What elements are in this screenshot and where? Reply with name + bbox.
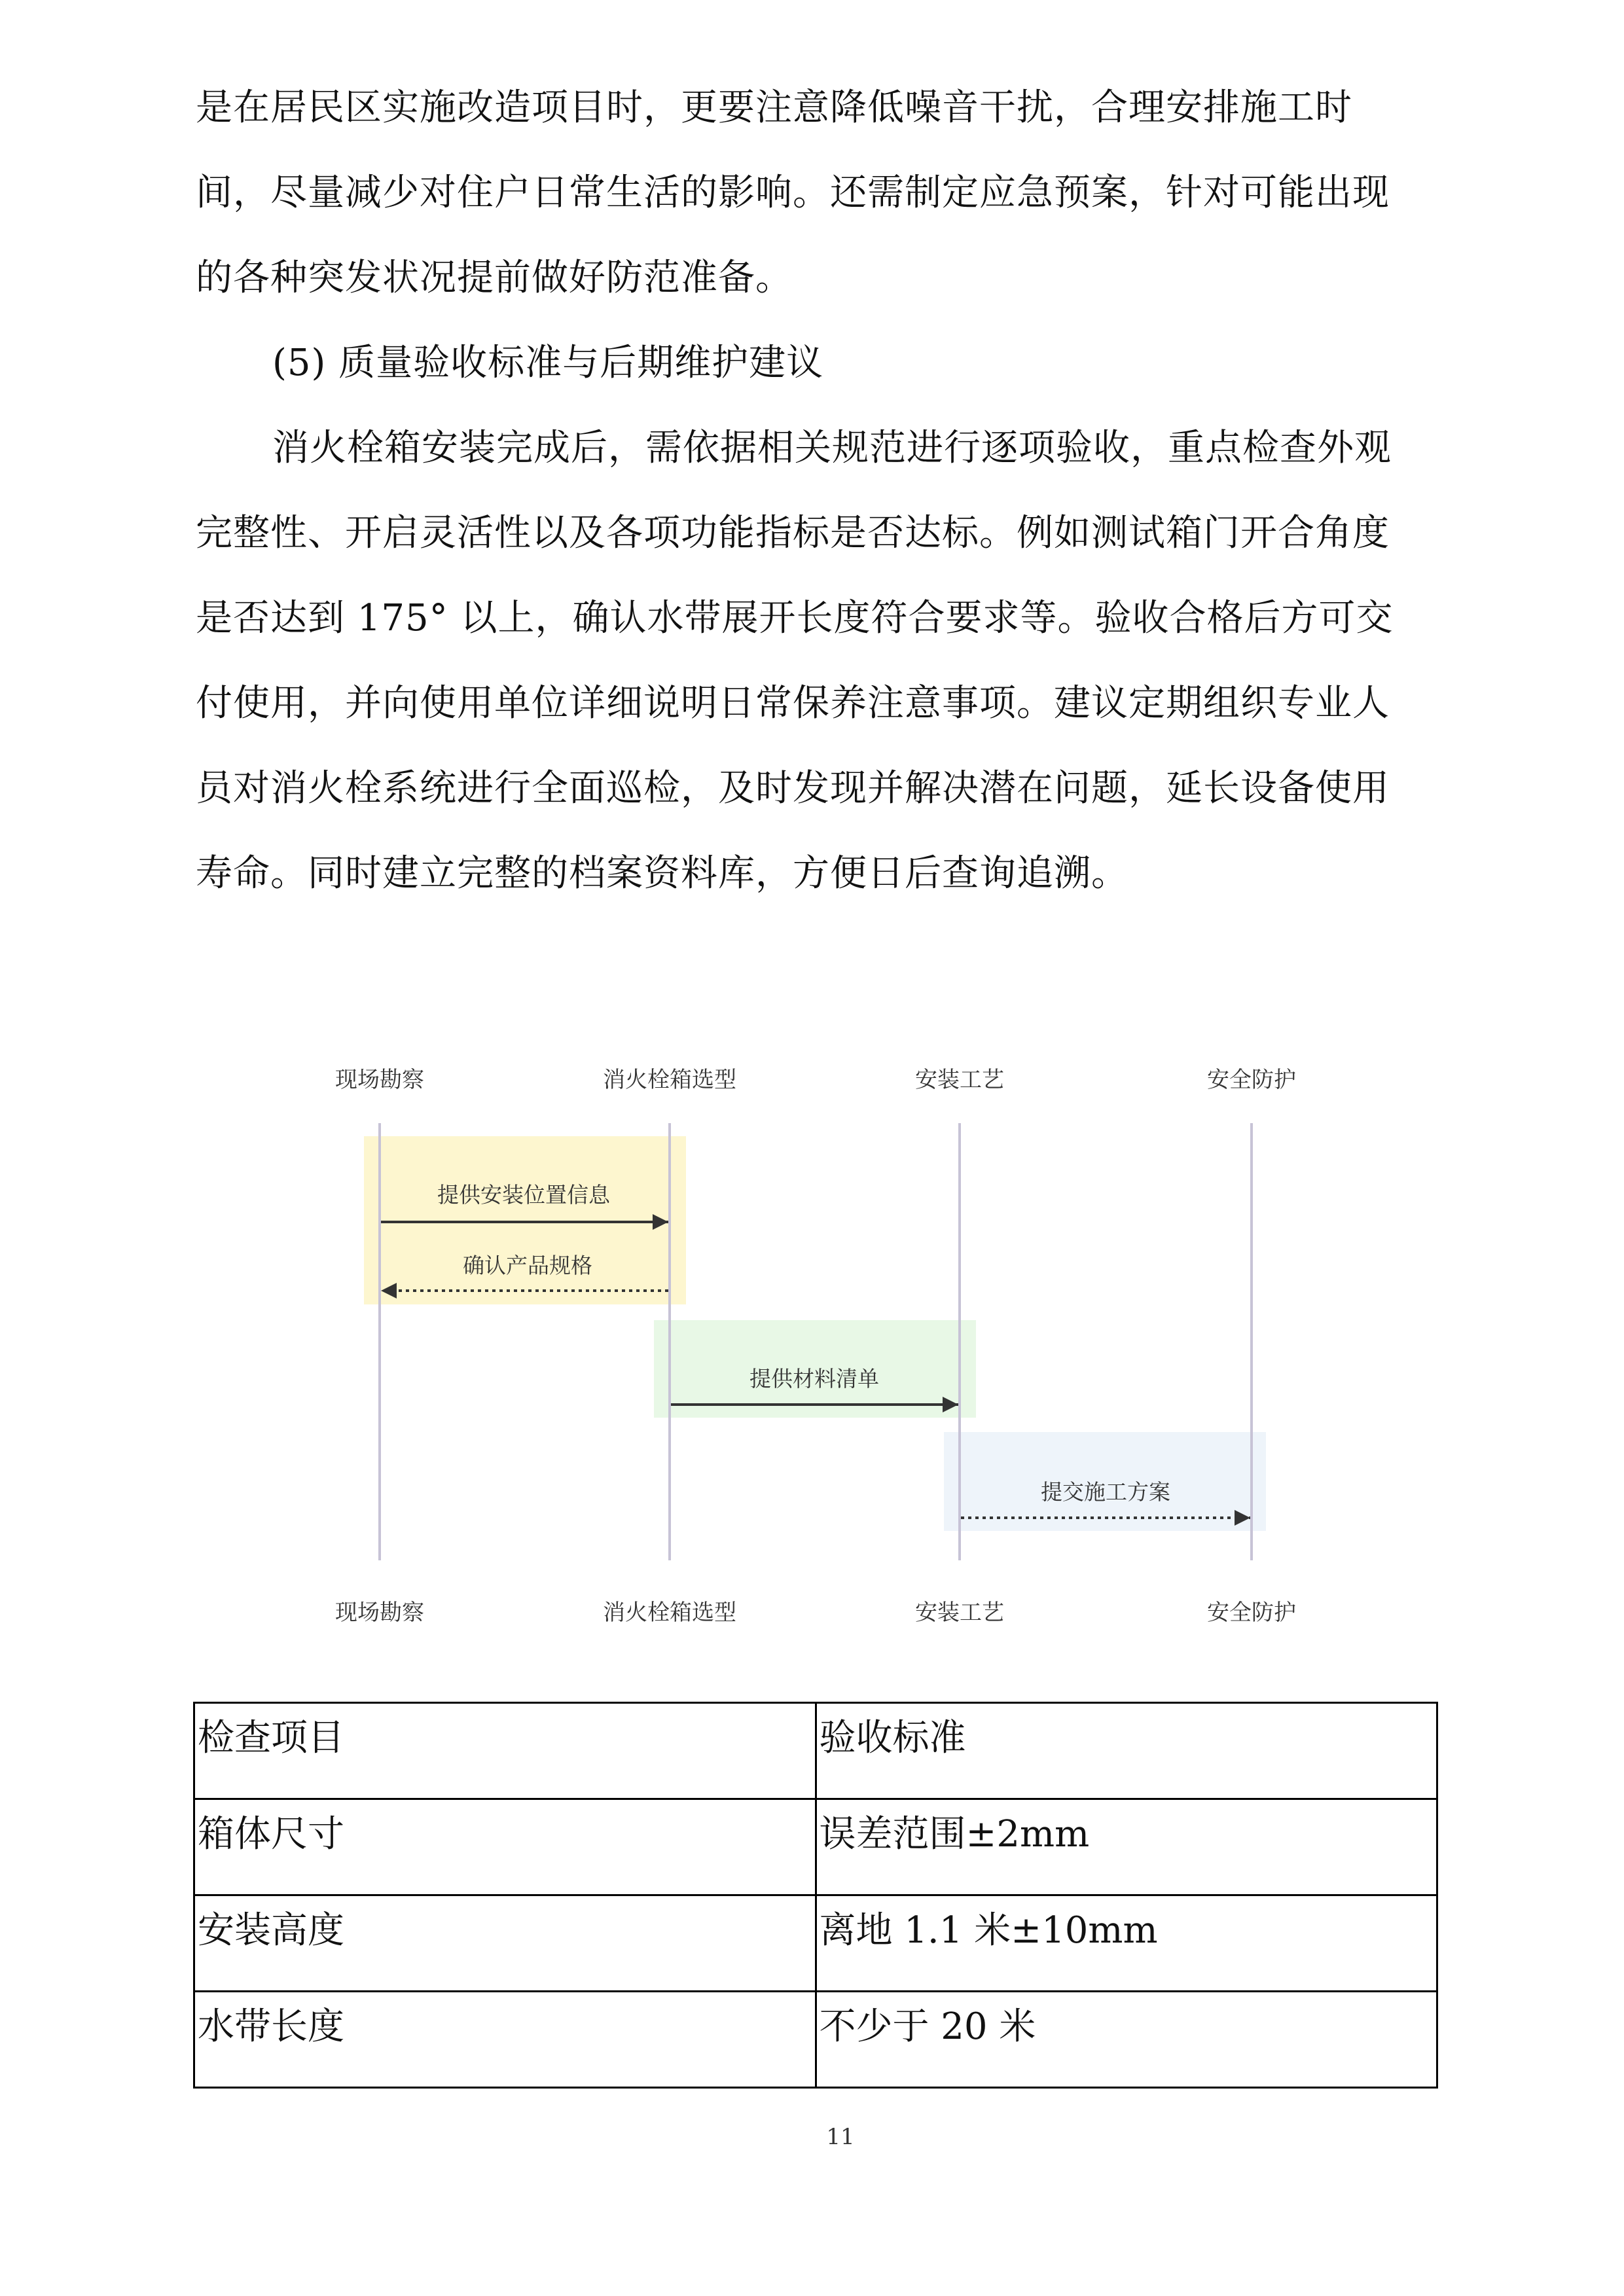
- paragraph-line: 完整性、开启灵活性以及各项功能指标是否达标。例如测试箱门开合角度: [196, 512, 1390, 554]
- paragraph-line: 消火栓箱安装完成后，需依据相关规范进行逐项验收，重点检查外观: [272, 427, 1392, 469]
- message-label: 提供安装位置信息: [437, 1182, 610, 1208]
- table-cell: 离地 1.1 米±10mm: [816, 1895, 1437, 1992]
- section-heading: (5) 质量验收标准与后期维护建议: [272, 342, 824, 384]
- table-header-cell: 验收标准: [816, 1703, 1437, 1799]
- table-cell: 安装高度: [194, 1895, 816, 1992]
- table-cell: 箱体尺寸: [194, 1799, 816, 1895]
- participant-top: 消火栓箱选型: [603, 1067, 736, 1093]
- paragraph-line: 的各种突发状况提前做好防范准备。: [196, 257, 793, 299]
- participant-bottom: 现场勘察: [335, 1600, 424, 1626]
- message-label: 确认产品规格: [463, 1253, 592, 1278]
- table-header-row: [194, 1703, 1437, 1799]
- paragraph-line: 员对消火栓系统进行全面巡检，及时发现并解决潜在问题，延长设备使用: [196, 767, 1390, 810]
- message-label: 提交施工方案: [1041, 1479, 1170, 1505]
- acceptance-table: [193, 1702, 1438, 2089]
- table-row: [194, 1895, 1437, 1992]
- table-row: [194, 1992, 1437, 2088]
- table-header-cell: 检查项目: [194, 1703, 816, 1799]
- paragraph-line: 寿命。同时建立完整的档案资料库，方便日后查询追溯。: [196, 852, 1128, 895]
- message-label: 提供材料清单: [749, 1366, 879, 1391]
- participant-top: 安全防护: [1207, 1067, 1296, 1093]
- participant-bottom: 安装工艺: [915, 1600, 1004, 1626]
- paragraph-line: 是否达到 175° 以上，确认水带展开长度符合要求等。验收合格后方可交: [196, 597, 1394, 639]
- table-cell: 不少于 20 米: [816, 1992, 1437, 2088]
- table-cell: 误差范围±2mm: [816, 1799, 1437, 1895]
- participant-top: 安装工艺: [915, 1067, 1004, 1093]
- participant-bottom: 安全防护: [1207, 1600, 1296, 1626]
- paragraph-line: 是在居民区实施改造项目时，更要注意降低噪音干扰，合理安排施工时: [196, 86, 1352, 129]
- paragraph-line: 间，尽量减少对住户日常生活的影响。还需制定应急预案，针对可能出现: [196, 171, 1390, 214]
- table-row: [194, 1799, 1437, 1895]
- participant-bottom: 消火栓箱选型: [603, 1600, 736, 1626]
- page-number: 11: [826, 2124, 855, 2150]
- table-cell: 水带长度: [194, 1992, 816, 2088]
- paragraph-line: 付使用，并向使用单位详细说明日常保养注意事项。建议定期组织专业人: [196, 682, 1390, 725]
- participant-top: 现场勘察: [335, 1067, 424, 1093]
